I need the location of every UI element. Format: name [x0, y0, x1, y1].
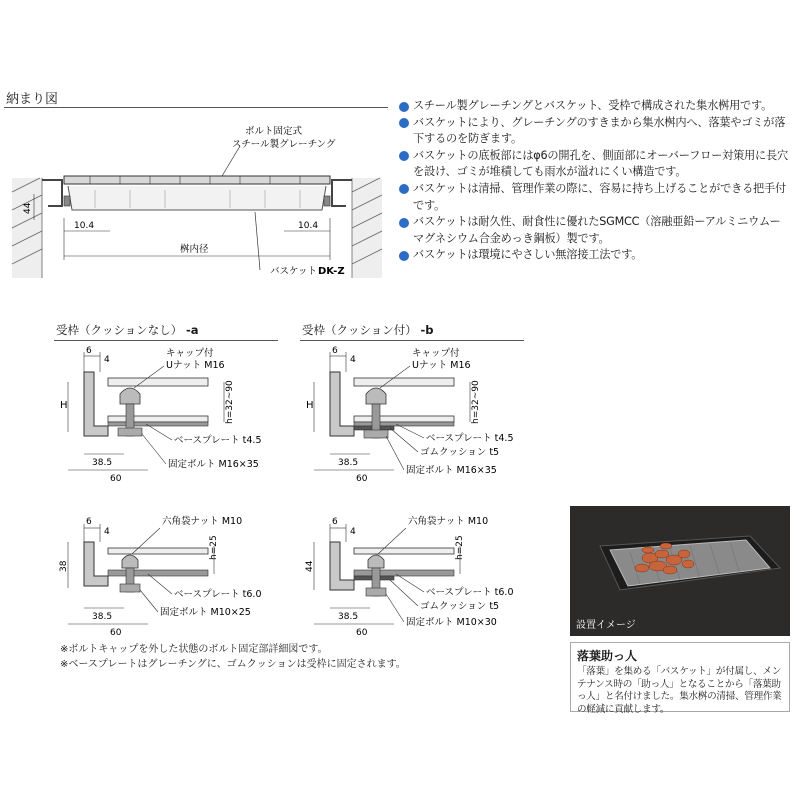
feature-item: スチール製グレーチングとバスケット、受枠で構成された集水桝用です。	[398, 98, 790, 115]
dim-6: 6	[332, 517, 338, 527]
dim-H: H	[60, 400, 68, 411]
dim-h: h=32~90	[471, 380, 481, 424]
bullet-dot-icon	[399, 151, 409, 161]
dim-4: 4	[350, 527, 356, 537]
plate-label: ベースプレート t6.0	[174, 589, 262, 600]
note-item: ※ベースプレートはグレーチングに、ゴムクッションは受枠に固定されます。	[60, 659, 406, 670]
plate-label: ベースプレート t6.0	[426, 587, 514, 598]
bolt-right	[324, 196, 330, 206]
dim-60: 60	[110, 628, 122, 638]
note-item: ※ボルトキャップを外した状態のボルト固定部詳細図です。	[60, 644, 328, 655]
box-text: 「落葉」を集める「バスケット」が付属し、メンテナンス時の「助っ人」となることから「落葉助っ人」と名付けました。集水桝の清掃、管理作業の軽減に貢献します。	[577, 666, 782, 715]
cap-label2: Uナット M16	[166, 360, 225, 371]
photo-caption: 設置イメージ	[576, 620, 636, 631]
bullet-dot-icon	[399, 118, 409, 128]
dim-inner-width: 桝内径	[180, 244, 209, 255]
dim-H: 44	[305, 560, 315, 572]
hex-cap-nut	[122, 555, 138, 568]
dim-left-10-4: 10.4	[74, 221, 95, 231]
base-plate	[108, 570, 208, 576]
dim-h: h=25	[209, 535, 219, 560]
grating-bar	[108, 378, 208, 386]
frame-left	[42, 180, 62, 206]
detail-frame-c	[54, 508, 290, 638]
frame-angle	[330, 542, 354, 590]
cap-nut	[366, 388, 386, 404]
dim-38-5: 38.5	[338, 458, 359, 468]
dim-H: 38	[59, 560, 69, 572]
dim-60: 60	[110, 474, 122, 482]
dim-right-10-4: 10.4	[298, 221, 319, 231]
hex-nut-label: 六角袋ナット M10	[408, 516, 489, 527]
dim-6: 6	[86, 517, 92, 527]
hex-cap-nut	[368, 555, 384, 568]
bolt-label: 固定ボルト M16×35	[168, 459, 259, 470]
nut	[120, 584, 140, 592]
dim-38-5: 38.5	[338, 612, 359, 622]
dim-60: 60	[356, 474, 368, 482]
plate-label: ベースプレート t4.5	[174, 435, 262, 446]
bolt-left	[64, 196, 70, 206]
feature-item: バスケットは耐久性、耐食性に優れたSGMCC（溶融亜鉛ーアルミニウムーマグネシウム合金めっき鋼板）製です。	[398, 214, 790, 247]
notes	[60, 642, 406, 672]
hex-nut-label: 六角袋ナット M10	[162, 516, 243, 527]
feature-list	[398, 98, 790, 264]
feature-item: バスケットは清掃、管理作業の際に、容易に持ち上げることができる把手付です。	[398, 181, 790, 214]
frame-a-title-rule	[54, 340, 278, 341]
box-title: 落葉助っ人	[577, 649, 638, 663]
cap-nut	[120, 388, 140, 404]
dim-6: 6	[332, 346, 338, 356]
dim-38-5: 38.5	[92, 458, 113, 468]
frame-b-title: 受枠（クッション付） -b	[302, 323, 434, 337]
main-drawing	[0, 110, 390, 280]
dim-h: h=25	[455, 535, 465, 560]
frame-angle	[330, 372, 354, 436]
base-plate	[354, 422, 454, 426]
detail-frame-a	[54, 342, 290, 482]
cushion-label: ゴムクッション t5	[420, 601, 500, 612]
bullet-dot-icon	[399, 251, 409, 261]
bullet-dot-icon	[399, 184, 409, 194]
base-plate	[108, 422, 208, 426]
frame-b-title-rule	[300, 340, 524, 341]
dim-4: 4	[104, 355, 110, 365]
cap-label1: キャップ付	[166, 348, 214, 359]
grating-callout-line2: スチール製グレーチング	[232, 139, 336, 150]
grating-bar	[354, 548, 454, 554]
grating-callout-line1: ボルト固定式	[245, 126, 303, 137]
grating-bar	[354, 378, 454, 386]
basket-model: DK-Z	[318, 266, 345, 277]
bolt-label: 固定ボルト M10×30	[406, 617, 497, 628]
cushion-label: ゴムクッション t5	[420, 447, 500, 458]
frame-angle	[84, 542, 108, 586]
dim-4: 4	[350, 355, 356, 365]
dim-H: H	[306, 400, 314, 411]
dim-60: 60	[356, 628, 368, 638]
detail-frame-b	[300, 342, 550, 482]
dim-4: 4	[104, 527, 110, 537]
feature-item: バスケットは環境にやさしい無溶接工法です。	[398, 247, 790, 264]
basket	[68, 186, 326, 210]
section-title-rule	[4, 107, 388, 108]
bullet-dot-icon	[399, 102, 409, 112]
base-plate	[354, 570, 454, 576]
product-box	[570, 642, 790, 715]
dim-h: h=32~90	[225, 380, 235, 424]
nut	[364, 430, 388, 438]
section-title: 納まり図	[6, 92, 59, 107]
nut	[118, 428, 142, 436]
detail-frame-d	[300, 508, 550, 638]
bolt-label: 固定ボルト M16×35	[406, 465, 497, 476]
dim-44: 44	[23, 202, 33, 214]
plate-label: ベースプレート t4.5	[426, 433, 514, 444]
feature-item: バスケットの底板部にはφ6の開孔を、側面部にオーバーフロー対策用に長穴を設け、ゴミが堆積しても雨水が溢れにくい構造です。	[398, 148, 790, 181]
frame-a-title: 受枠（クッションなし） -a	[56, 323, 199, 337]
ground-right	[352, 178, 382, 278]
bullet-dot-icon	[399, 218, 409, 228]
frame-right	[332, 180, 352, 206]
frame-angle	[84, 372, 108, 436]
grating-bar	[108, 548, 208, 554]
cap-label2: Uナット M16	[412, 360, 471, 371]
nut	[366, 588, 386, 596]
grating	[64, 176, 330, 184]
bolt-label: 固定ボルト M10×25	[160, 607, 251, 618]
dim-38-5: 38.5	[92, 612, 113, 622]
feature-item: バスケットにより、グレーチングのすきまから集水桝内へ、落葉やゴミが落下するのを防ぎます。	[398, 115, 790, 148]
basket-label: バスケット	[270, 266, 318, 277]
cap-label1: キャップ付	[412, 348, 460, 359]
ground-left	[12, 178, 42, 278]
dim-6: 6	[86, 346, 92, 356]
